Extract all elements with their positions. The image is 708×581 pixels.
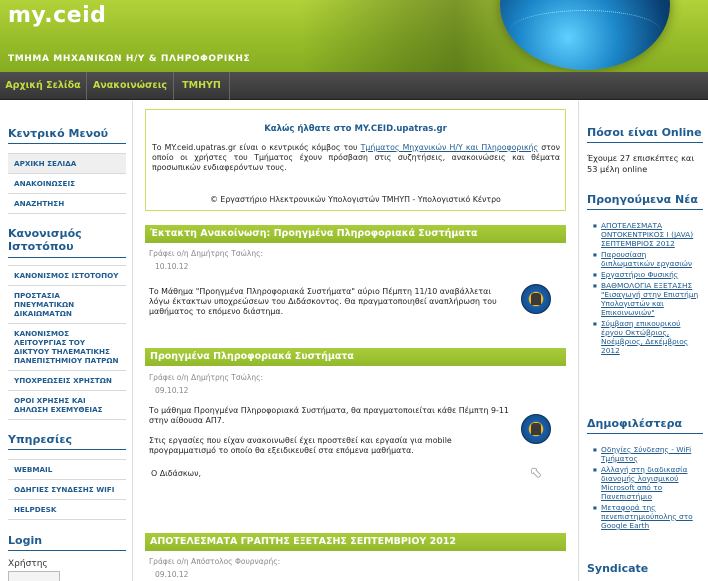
post-body: Στις εργασίες που είχαν ανακοινωθεί έχει προστεθεί και εργασία για mobile προγραμματισμό το οποίο θα εξειδικευθεί στα επόμενα μαθήματα. [149, 436, 452, 455]
rules-title: Κανονισμός Ιστοτόπου [8, 227, 82, 253]
menu-item-network-rules[interactable]: ΚΑΝΟΝΙΣΜΟΣ ΛΕΙΤΟΥΡΓΙΑΣ ΤΟΥ ΔΙΚΤΥΟΥ ΤΗΛΕΜΑΤΙΚΗΣ ΠΑΝΕΠΙΣΤΗΜΙΟΥ ΠΑΤΡΩΝ [8, 324, 126, 371]
author-avatar-icon [521, 284, 551, 314]
news-link[interactable]: ■ Σύμβαση επικουρικού έργου Οκτώβριος, Νοέμβριος, Δεκέμβριος 2012 [593, 319, 701, 355]
department-name: ΤΜΗΜΑ ΜΗΧΑΝΙΚΩΝ Η/Υ & ΠΛΗΡΟΦΟΡΙΚΗΣ [8, 54, 251, 64]
welcome-text [152, 143, 560, 173]
divider [587, 209, 703, 210]
post-date: 09.10.12 [155, 570, 189, 579]
welcome-box [145, 109, 566, 211]
welcome-credit: © Εργαστήριο Ηλεκτρονικών Υπολογιστών ΤΜΗΥΠ - Υπολογιστικό Κέντρο [210, 195, 501, 204]
menu-item-terms[interactable]: ΟΡΟΙ ΧΡΗΣΗΣ ΚΑΙ ΔΗΛΩΣΗ ΕΧΕΜΥΘΕΙΑΣ [8, 391, 126, 420]
nav-tmhyp[interactable]: ΤΜΗΥΠ [174, 72, 230, 100]
site-header [0, 0, 708, 72]
username-input[interactable] [8, 571, 60, 581]
popular-list [593, 445, 701, 532]
menu-item-helpdesk[interactable]: HELPDESK [8, 500, 126, 520]
post-body: Το Μάθημα "Προηγμένα Πληροφοριακά Συστήματα" αύριο Πέμπτη 11/10 αναβάλλεται λόγω έκτακτων υποχρεώσεων του Διδάσκοντος. Θα πραγματοποιηθεί αναπλήρωση του μαθήματος το επόμενο διάστημα. [149, 287, 497, 316]
news-link[interactable]: ■ Εργαστήριο Φυσικής [593, 270, 701, 279]
mouse-cursor-icon: ⬉ [530, 465, 542, 481]
divider [587, 433, 703, 434]
menu-item-copyright[interactable]: ΠΡΟΣΤΑΣΙΑ ΠΝΕΥΜΑΤΙΚΩΝ ΔΙΚΑΙΩΜΑΤΩΝ [8, 286, 126, 324]
author-avatar-icon [521, 414, 551, 444]
divider [8, 449, 126, 450]
news-link[interactable]: ■ ΒΑΘΜΟΛΟΓΙΑ ΕΞΕΤΑΣΗΣ "Εισαγωγή στην Επιστήμη Υπολογιστών και Επικοινωνιών" [593, 281, 701, 317]
post-title[interactable]: Προηγμένα Πληροφοριακά Συστήματα [145, 348, 566, 366]
post-title[interactable]: ΑΠΟΤΕΛΕΣΜΑΤΑ ΓΡΑΠΤΗΣ ΕΞΕΤΑΣΗΣ ΣΕΠΤΕΜΒΡΙΟΥ 2012 [145, 533, 566, 551]
news-title: Προηγούμενα Νέα [587, 193, 698, 206]
menu-item-announcements[interactable]: ΑΝΑΚΟΙΝΩΣΕΙΣ [8, 174, 126, 194]
username-label: Χρήστης [8, 559, 48, 569]
divider [8, 257, 126, 258]
site-logo[interactable]: my.ceid [8, 3, 107, 28]
post-date: 10.10.12 [155, 262, 189, 271]
nav-announcements[interactable]: Ανακοινώσεις [87, 72, 174, 100]
top-navigation [0, 72, 708, 100]
popular-title: Δημοφιλέστερα [587, 417, 683, 430]
left-sidebar [0, 101, 133, 581]
nav-home[interactable]: Αρχική Σελίδα [0, 72, 87, 100]
services-menu [8, 459, 126, 520]
welcome-text-start: Το MY.ceid.upatras.gr είναι ο κεντρικός κόμβος του [152, 143, 361, 152]
post-title[interactable]: Έκτακτη Ανακοίνωση: Προηγμένα Πληροφοριακά Συστήματα [145, 225, 566, 243]
divider [8, 143, 126, 144]
popular-link[interactable]: ■ Αλλαγή στη διαδικασία διανομής λογισμικού Microsoft από το Πανεπιστήμιο [593, 465, 701, 501]
popular-link[interactable]: ■ Οδηγίες Σύνδεσης - WiFi Τμήματος [593, 445, 701, 463]
page-body [0, 101, 708, 581]
news-list [593, 221, 701, 357]
main-menu [8, 153, 126, 214]
welcome-text-end: στον οποίο οι χρήστες του Τμήματος έχουν πρόσβαση στις συζητήσεις, ανακοινώσεις και θέματα προσωπικών ενδιαφερόντων τους. [152, 143, 560, 172]
main-content [145, 101, 566, 581]
post-date: 09.10.12 [155, 386, 189, 395]
right-sidebar [578, 101, 708, 581]
post-author: Γράφει ο/η Δημήτρης Τσώλης: [149, 373, 264, 382]
post-author: Γράφει ο/η Δημήτρης Τσώλης: [149, 249, 264, 258]
menu-item-webmail[interactable]: WEBMAIL [8, 459, 126, 480]
menu-item-search[interactable]: ΑΝΑΖΗΤΗΣΗ [8, 194, 126, 214]
post-body: Το μάθημα Προηγμένα Πληροφοριακά Συστήματα, θα πραγματοποιείται κάθε Πέμπτη 9-11 στην αίθουσα ΑΠ7. [149, 406, 509, 425]
main-menu-title: Κεντρικό Μενού [8, 127, 109, 140]
news-link[interactable]: ■ Παρουσίαση διπλωματικών εργασιών [593, 250, 701, 268]
services-title: Υπηρεσίες [8, 433, 72, 446]
menu-item-home[interactable]: ΑΡΧΙΚΗ ΣΕΛΙΔΑ [8, 153, 126, 174]
rules-menu [8, 265, 126, 420]
department-link[interactable]: Τμήματος Μηχανικών Η/Υ και Πληροφορικής [360, 143, 539, 152]
post-author: Γράφει ο/η Απόστολος Φουρναρής: [149, 557, 281, 566]
divider [587, 142, 703, 143]
menu-item-user-obligations[interactable]: ΥΠΟΧΡΕΩΣΕΙΣ ΧΡΗΣΤΩΝ [8, 371, 126, 391]
news-link[interactable]: ■ ΑΠΟΤΕΛΕΣΜΑΤΑ ΟΝΤΟΚΕΝΤΡΙΚΟΣ Ι (JAVA) ΣΕΠΤΕΜΒΡΙΟΣ 2012 [593, 221, 701, 248]
welcome-title: Καλώς ήλθατε στο MY.CEID.upatras.gr [264, 124, 447, 134]
online-title: Πόσοι είναι Online [587, 126, 702, 139]
menu-item-wifi-guide[interactable]: ΟΔΗΓΙΕΣ ΣΥΝΔΕΣΗΣ WIFI [8, 480, 126, 500]
online-count: Έχουμε 27 επισκέπτες και 53 μέλη online [587, 153, 695, 174]
divider [8, 550, 126, 551]
menu-item-site-rules[interactable]: ΚΑΝΟΝΙΣΜΟΣ ΙΣΤΟΤΟΠΟΥ [8, 265, 126, 286]
login-title: Login [8, 534, 43, 547]
popular-link[interactable]: ■ Μεταφορά της πενεπιστημιούπολης στο Google Earth [593, 503, 701, 530]
post-signature: Ο Διδάσκων, [151, 469, 201, 478]
syndicate-title: Syndicate [587, 562, 649, 575]
